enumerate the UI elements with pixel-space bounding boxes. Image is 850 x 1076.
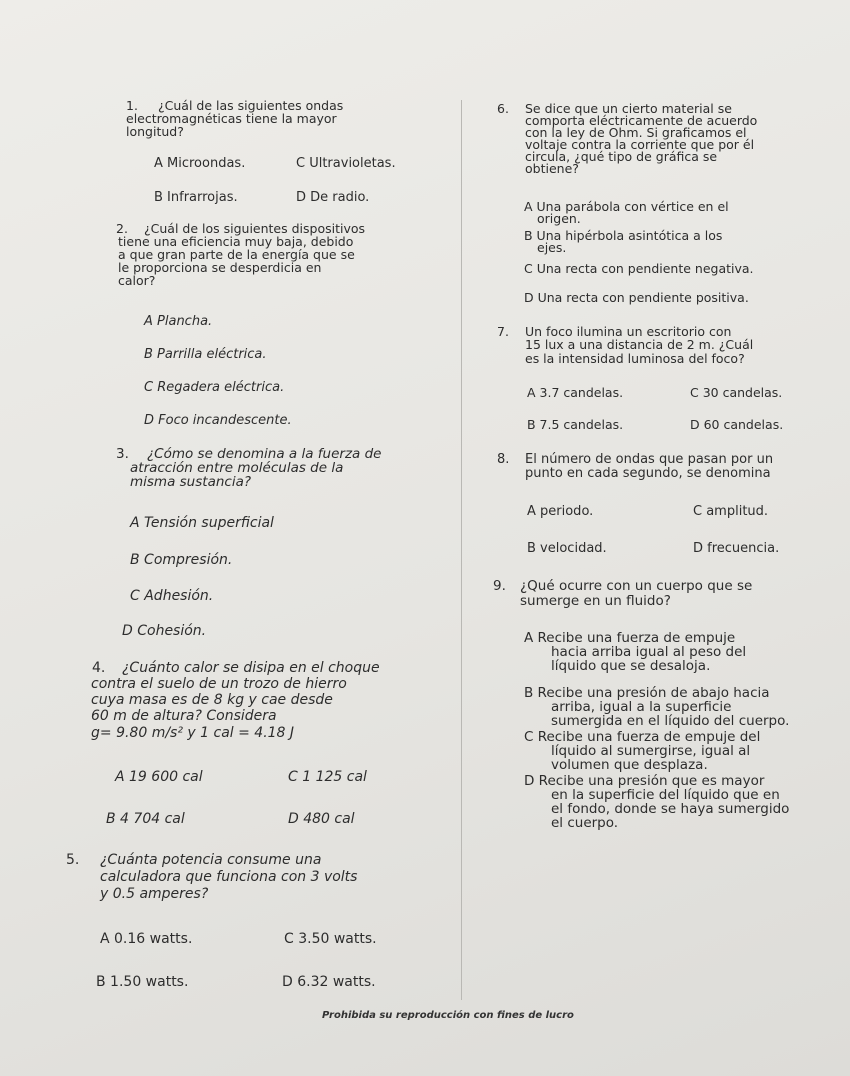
column-divider bbox=[461, 100, 462, 1000]
q1-option-a: A Microondas. bbox=[154, 156, 246, 171]
q8-option-d: D frecuencia. bbox=[693, 541, 780, 556]
q2-line: tiene una eficiencia muy baja, debido bbox=[118, 234, 354, 249]
q9-number: 9. bbox=[493, 578, 506, 594]
footer-notice: Prohibida su reproducción con fines de lucro bbox=[322, 1010, 574, 1021]
q6-line: Se dice que un cierto material se bbox=[525, 101, 732, 116]
q2-number: 2. bbox=[116, 221, 128, 236]
q9-option-b-cont: sumergida en el líquido del cuerpo. bbox=[551, 713, 790, 729]
q4-option-d: D 480 cal bbox=[288, 811, 355, 827]
q1-option-d: D De radio. bbox=[296, 190, 370, 205]
q2-option-b: B Parrilla eléctrica. bbox=[144, 347, 267, 362]
q6-option-d: D Una recta con pendiente positiva. bbox=[524, 290, 749, 305]
q5-number: 5. bbox=[66, 852, 80, 868]
q5-line: y 0.5 amperes? bbox=[100, 886, 209, 902]
q9-option-c-cont: volumen que desplaza. bbox=[551, 757, 708, 773]
q6-option-a-cont: origen. bbox=[537, 211, 581, 226]
q6-line: voltaje contra la corriente que por él bbox=[525, 137, 755, 152]
q6-option-c: C Una recta con pendiente negativa. bbox=[524, 261, 754, 276]
q7-line: es la intensidad luminosa del foco? bbox=[525, 351, 745, 366]
q9-line: sumerge en un fluido? bbox=[520, 593, 671, 609]
q5-option-c: C 3.50 watts. bbox=[284, 931, 377, 947]
q9-option-a-cont: hacia arriba igual al peso del bbox=[551, 644, 747, 660]
q8-option-c: C amplitud. bbox=[693, 504, 769, 519]
q4-line: contra el suelo de un trozo de hierro bbox=[91, 676, 347, 692]
q1-line: ¿Cuál de las siguientes ondas bbox=[158, 98, 344, 113]
q4-line: 60 m de altura? Considera bbox=[91, 708, 277, 724]
q3-option-b: B Compresión. bbox=[130, 552, 233, 568]
q3-option-a: A Tensión superficial bbox=[130, 515, 274, 531]
q9-option-c: C Recibe una fuerza de empuje del bbox=[524, 729, 761, 745]
q9-option-c-cont: líquido al sumergirse, igual al bbox=[551, 743, 751, 759]
q5-option-b: B 1.50 watts. bbox=[96, 974, 189, 990]
q5-option-a: A 0.16 watts. bbox=[100, 931, 193, 947]
q2-line: a que gran parte de la energía que se bbox=[118, 247, 355, 262]
q1-option-b: B Infrarrojas. bbox=[154, 190, 238, 205]
q7-line: Un foco ilumina un escritorio con bbox=[525, 324, 732, 339]
q4-line: ¿Cuánto calor se disipa en el choque bbox=[122, 660, 380, 676]
q1-option-c: C Ultravioletas. bbox=[296, 156, 396, 171]
q2-line: ¿Cuál de los siguientes dispositivos bbox=[144, 221, 366, 236]
q2-option-c: C Regadera eléctrica. bbox=[144, 380, 285, 395]
q9-option-d-cont: el cuerpo. bbox=[551, 815, 619, 831]
q6-option-b-cont: ejes. bbox=[537, 240, 567, 255]
q3-option-c: C Adhesión. bbox=[130, 588, 214, 604]
q7-option-d: D 60 candelas. bbox=[690, 417, 784, 432]
q6-line: obtiene? bbox=[525, 161, 579, 176]
q6-option-a: A Una parábola con vértice en el bbox=[524, 199, 729, 214]
q8-option-b: B velocidad. bbox=[527, 541, 607, 556]
q3-line: ¿Cómo se denomina a la fuerza de bbox=[147, 446, 382, 462]
q9-line: ¿Qué ocurre con un cuerpo que se bbox=[520, 578, 753, 594]
q3-line: atracción entre moléculas de la bbox=[130, 460, 344, 476]
q5-option-d: D 6.32 watts. bbox=[282, 974, 376, 990]
q6-option-b: B Una hipérbola asintótica a los bbox=[524, 228, 723, 243]
q6-line: circula, ¿qué tipo de gráfica se bbox=[525, 149, 718, 164]
q3-option-d: D Cohesión. bbox=[122, 623, 207, 639]
q1-line: longitud? bbox=[126, 124, 184, 139]
q6-line: comporta eléctricamente de acuerdo bbox=[525, 113, 758, 128]
q9-option-a-cont: líquido que se desaloja. bbox=[551, 658, 711, 674]
q9-option-d-cont: en la superficie del líquido que en bbox=[551, 787, 780, 803]
q5-line: calculadora que funciona con 3 volts bbox=[100, 869, 358, 885]
q4-option-c: C 1 125 cal bbox=[288, 769, 367, 785]
q7-option-b: B 7.5 candelas. bbox=[527, 417, 624, 432]
q7-number: 7. bbox=[497, 324, 509, 339]
q3-line: misma sustancia? bbox=[130, 474, 252, 490]
q6-line: con la ley de Ohm. Si graficamos el bbox=[525, 125, 747, 140]
q9-option-b-cont: arriba, igual a la superficie bbox=[551, 699, 732, 715]
q4-line: cuya masa es de 8 kg y cae desde bbox=[91, 692, 333, 708]
q2-option-a: A Plancha. bbox=[144, 314, 213, 329]
q1-number: 1. bbox=[126, 98, 138, 113]
q8-number: 8. bbox=[497, 452, 510, 467]
q2-line: le proporciona se desperdicia en bbox=[118, 260, 322, 275]
q8-line: punto en cada segundo, se denomina bbox=[525, 466, 771, 481]
q7-line: 15 lux a una distancia de 2 m. ¿Cuál bbox=[525, 337, 754, 352]
q7-option-a: A 3.7 candelas. bbox=[527, 385, 624, 400]
q4-option-a: A 19 600 cal bbox=[115, 769, 203, 785]
q9-option-a: A Recibe una fuerza de empuje bbox=[524, 630, 736, 646]
q2-line: calor? bbox=[118, 273, 156, 288]
q1-line: electromagnéticas tiene la mayor bbox=[126, 111, 337, 126]
q9-option-d: D Recibe una presión que es mayor bbox=[524, 773, 765, 789]
q4-option-b: B 4 704 cal bbox=[106, 811, 185, 827]
q2-option-d: D Foco incandescente. bbox=[144, 413, 292, 428]
q8-line: El número de ondas que pasan por un bbox=[525, 452, 774, 467]
q5-line: ¿Cuánta potencia consume una bbox=[100, 852, 322, 868]
q7-option-c: C 30 candelas. bbox=[690, 385, 783, 400]
q3-number: 3. bbox=[116, 446, 129, 462]
q8-option-a: A periodo. bbox=[527, 504, 594, 519]
q6-number: 6. bbox=[497, 101, 509, 116]
q4-line: g= 9.80 m/s² y 1 cal = 4.18 J bbox=[91, 725, 295, 741]
q9-option-b: B Recibe una presión de abajo hacia bbox=[524, 685, 770, 701]
q9-option-d-cont: el fondo, donde se haya sumergido bbox=[551, 801, 790, 817]
q4-number: 4. bbox=[92, 660, 106, 676]
